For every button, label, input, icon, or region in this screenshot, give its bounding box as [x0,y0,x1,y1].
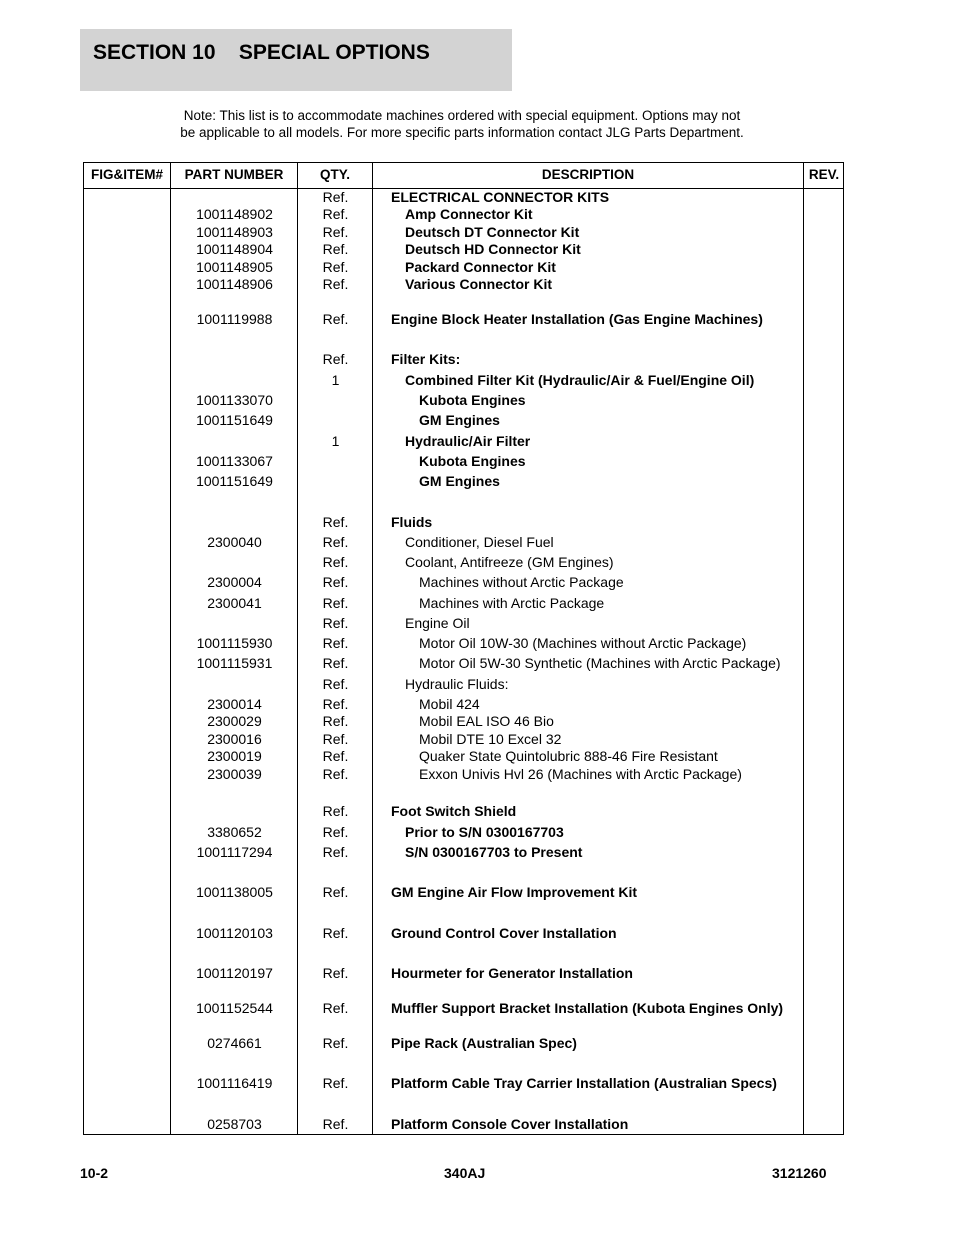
part-number-cell: 1001133070 [196,392,273,408]
description-cell: Machines without Arctic Package [419,574,624,590]
description-cell: Deutsch DT Connector Kit [405,224,580,240]
table-row [84,311,843,328]
description-cell: Platform Console Cover Installation [391,1116,629,1132]
description-cell: Fluids [391,514,433,530]
description-cell: Motor Oil 5W-30 Synthetic (Machines with Arctic Package) [419,655,781,671]
page-number: 10-2 [80,1165,109,1181]
part-number-cell: 1001133067 [196,453,273,469]
table-row [84,351,843,368]
table-row [84,206,843,223]
table-row [84,713,843,730]
part-number-cell: 1001148905 [196,259,273,275]
part-number-cell: 1001148904 [196,241,273,257]
table-row [84,925,843,942]
table-row [84,554,843,571]
qty-cell: Ref. [322,206,349,222]
qty-cell: Ref. [322,554,349,570]
part-number-cell: 1001115931 [196,655,273,671]
table-row [84,1116,843,1133]
table-row [84,276,843,293]
part-number-cell: 2300029 [207,713,262,729]
description-cell: Quaker State Quintolubric 888-46 Fire Resistant [419,748,718,764]
table-row [84,615,843,632]
header-rev: REV. [808,167,840,182]
qty-cell: Ref. [322,189,349,205]
description-cell: Platform Cable Tray Carrier Installation (Australian Specs) [391,1075,777,1091]
qty-cell: Ref. [322,351,349,367]
part-number-cell: 2300041 [207,595,262,611]
description-cell: Motor Oil 10W-30 (Machines without Arctic Package) [419,635,747,651]
table-row [84,473,843,490]
part-number-cell: 1001151649 [196,473,273,489]
description-cell: Mobil DTE 10 Excel 32 [419,731,562,747]
table-row [84,1000,843,1017]
table-row [84,844,843,861]
table-row [84,766,843,783]
section-title: SECTION 10 SPECIAL OPTIONS [93,41,430,64]
description-cell: Engine Block Heater Installation (Gas Engine Machines) [391,311,763,327]
description-cell: Various Connector Kit [405,276,553,292]
description-cell: GM Engine Air Flow Improvement Kit [391,884,638,900]
header-qty: QTY. [319,167,350,182]
part-number-cell: 1001148906 [196,276,273,292]
description-cell: Hydraulic/Air Filter [405,433,531,449]
qty-cell: Ref. [322,676,349,692]
header-description: DESCRIPTION [541,167,635,182]
description-cell: GM Engines [419,412,500,428]
part-number-cell: 1001115930 [196,635,273,651]
qty-cell: Ref. [322,1075,349,1091]
part-number-cell: 0258703 [207,1116,262,1132]
description-cell: Hourmeter for Generator Installation [391,965,633,981]
description-cell: Mobil 424 [419,696,480,712]
part-number-cell: 3380652 [207,824,262,840]
table-row [84,241,843,258]
qty-cell: Ref. [322,574,349,590]
description-cell: S/N 0300167703 to Present [405,844,583,860]
part-number-cell: 1001151649 [196,412,273,428]
qty-cell: 1 [331,372,340,388]
table-row [84,803,843,820]
table-row [84,412,843,429]
table-row [84,595,843,612]
qty-cell: Ref. [322,713,349,729]
header-part-number: PART NUMBER [184,167,284,182]
description-cell: Engine Oil [405,615,470,631]
qty-cell: 1 [331,433,340,449]
table-row [84,514,843,531]
part-number-cell: 2300019 [207,748,262,764]
qty-cell: Ref. [322,615,349,631]
part-number-cell: 1001116419 [196,1075,273,1091]
description-cell: Hydraulic Fluids: [405,676,509,692]
qty-cell: Ref. [322,1035,349,1051]
part-number-cell: 1001120103 [196,925,273,941]
part-number-cell: 1001138005 [196,884,273,900]
description-cell: Coolant, Antifreeze (GM Engines) [405,554,614,570]
table-row [84,676,843,693]
table-row [84,392,843,409]
part-number-cell: 1001148902 [196,206,273,222]
qty-cell: Ref. [322,514,349,530]
table-row [84,824,843,841]
note-line-1: Note: This list is to accommodate machines ordered with special equipment. Options may not [183,108,741,123]
description-cell: Conditioner, Diesel Fuel [405,534,554,550]
qty-cell: Ref. [322,748,349,764]
part-number-cell: 2300014 [207,696,262,712]
table-row [84,884,843,901]
description-cell: Kubota Engines [419,453,526,469]
qty-cell: Ref. [322,884,349,900]
description-cell: Ground Control Cover Installation [391,925,617,941]
qty-cell: Ref. [322,965,349,981]
qty-cell: Ref. [322,844,349,860]
description-cell: Amp Connector Kit [405,206,533,222]
part-number-cell: 1001148903 [196,224,273,240]
qty-cell: Ref. [322,824,349,840]
table-row [84,259,843,276]
description-cell: Packard Connector Kit [405,259,556,275]
qty-cell: Ref. [322,635,349,651]
table-row [84,224,843,241]
table-row [84,696,843,713]
description-cell: Pipe Rack (Australian Spec) [391,1035,577,1051]
table-row [84,189,843,206]
description-cell: Exxon Univis Hvl 26 (Machines with Arctic Package) [419,766,742,782]
table-row [84,372,843,389]
part-number-cell: 1001120197 [196,965,273,981]
description-cell: Deutsch HD Connector Kit [405,241,581,257]
table-row [84,433,843,450]
part-number-cell: 2300040 [207,534,262,550]
description-cell: Combined Filter Kit (Hydraulic/Air & Fuel/Engine Oil) [405,372,755,388]
table-row [84,965,843,982]
qty-cell: Ref. [322,311,349,327]
part-number-cell: 1001119988 [196,311,273,327]
table-row [84,574,843,591]
part-number-cell: 1001117294 [196,844,273,860]
qty-cell: Ref. [322,1000,349,1016]
description-cell: Foot Switch Shield [391,803,517,819]
qty-cell: Ref. [322,534,349,550]
table-row [84,1075,843,1092]
qty-cell: Ref. [322,655,349,671]
header-fig-item: FIG&ITEM# [90,167,163,182]
table-row [84,731,843,748]
part-number-cell: 0274661 [207,1035,262,1051]
description-cell: Filter Kits: [391,351,461,367]
qty-cell: Ref. [322,925,349,941]
description-cell: GM Engines [419,473,500,489]
description-cell: Mobil EAL ISO 46 Bio [419,713,554,729]
part-number-cell: 2300004 [207,574,262,590]
part-number-cell: 2300016 [207,731,262,747]
description-cell: Machines with Arctic Package [419,595,605,611]
table-row [84,748,843,765]
description-cell: Kubota Engines [419,392,526,408]
qty-cell: Ref. [322,241,349,257]
table-row [84,534,843,551]
qty-cell: Ref. [322,259,349,275]
qty-cell: Ref. [322,276,349,292]
qty-cell: Ref. [322,1116,349,1132]
description-cell: Muffler Support Bracket Installation (Kubota Engines Only) [391,1000,784,1016]
qty-cell: Ref. [322,766,349,782]
qty-cell: Ref. [322,696,349,712]
document-number: 3121260 [772,1165,827,1181]
qty-cell: Ref. [322,595,349,611]
table-row [84,655,843,672]
parts-table [83,162,844,1135]
table-row [84,453,843,470]
qty-cell: Ref. [322,803,349,819]
part-number-cell: 2300039 [207,766,262,782]
description-cell: ELECTRICAL CONNECTOR KITS [391,189,610,205]
qty-cell: Ref. [322,224,349,240]
description-cell: Prior to S/N 0300167703 [405,824,564,840]
part-number-cell: 1001152544 [196,1000,273,1016]
note-line-2: be applicable to all models. For more specific parts information contact JLG Parts Department. [180,125,744,140]
table-row [84,635,843,652]
qty-cell: Ref. [322,731,349,747]
model-number: 340AJ [444,1165,486,1181]
table-row [84,1035,843,1052]
